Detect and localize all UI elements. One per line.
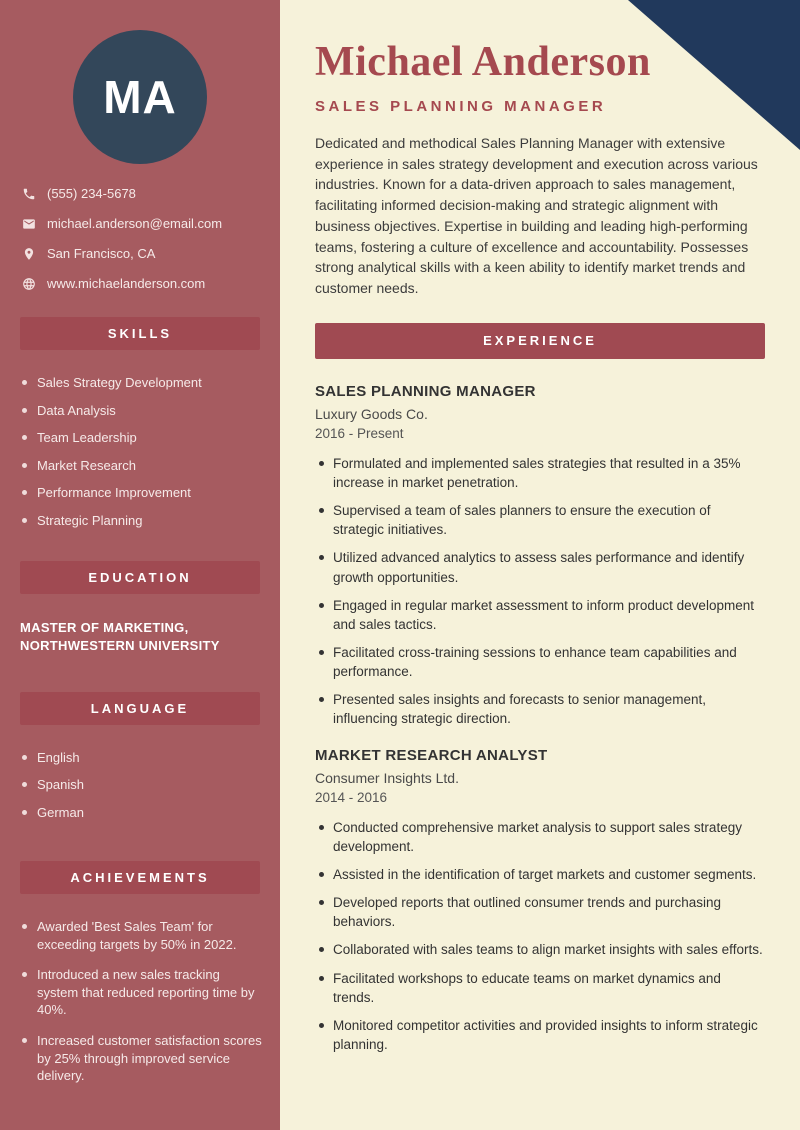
job-role: SALES PLANNING MANAGER xyxy=(315,382,536,400)
job-role: MARKET RESEARCH ANALYST xyxy=(315,746,548,764)
experience-section-title: EXPERIENCE xyxy=(315,323,765,359)
education-text: MASTER OF MARKETING, NORTHWESTERN UNIVERSITY xyxy=(20,620,220,654)
skill-item: Market Research xyxy=(22,457,262,475)
experience-bullet: Assisted in the identification of target markets and customer segments. xyxy=(315,865,765,884)
contact-list xyxy=(0,186,280,291)
experience-bullet: Collaborated with sales teams to align market insights with sales efforts. xyxy=(315,940,765,959)
experience-bullet: Supervised a team of sales planners to ensure the execution of strategic initiatives. xyxy=(315,501,765,539)
contact-website-value: www.michaelanderson.com xyxy=(47,276,206,291)
language-section-title: LANGUAGE xyxy=(20,692,260,725)
achievements-section-title: ACHIEVEMENTS xyxy=(20,861,260,894)
job-company: Consumer Insights Ltd. xyxy=(315,769,459,786)
contact-item-location xyxy=(22,246,262,261)
skill-item: Data Analysis xyxy=(22,402,262,420)
avatar-initials: MA xyxy=(103,71,177,123)
main-content xyxy=(280,0,800,1130)
sidebar xyxy=(0,0,280,1130)
avatar-wrap xyxy=(0,0,280,164)
achievement-item: Increased customer satisfaction scores by 25% through improved service delivery. xyxy=(22,1032,262,1085)
experience-bullet: Monitored competitor activities and provided insights to inform strategic planning. xyxy=(315,1016,765,1054)
avatar xyxy=(73,30,207,164)
job-dates: 2014 - 2016 xyxy=(315,789,388,805)
job-bullets xyxy=(315,818,765,1055)
skills-section-title: SKILLS xyxy=(20,317,260,350)
experience-bullet: Facilitated workshops to educate teams on market dynamics and trends. xyxy=(315,969,765,1007)
language-item: English xyxy=(22,749,262,767)
contact-phone-value: (555) 234-5678 xyxy=(47,186,136,201)
experience-bullet: Facilitated cross-training sessions to enhance team capabilities and performance. xyxy=(315,643,765,681)
contact-item-website xyxy=(22,276,262,291)
job-bullets xyxy=(315,454,765,729)
language-list xyxy=(0,749,280,822)
person-job-title: SALES PLANNING MANAGER xyxy=(315,98,607,115)
experience-bullet: Utilized advanced analytics to assess sales performance and identify growth opportunities. xyxy=(315,548,765,586)
experience-bullet: Formulated and implemented sales strategies that resulted in a 35% increase in market penetration. xyxy=(315,454,765,492)
language-item: Spanish xyxy=(22,776,262,794)
contact-location-value: San Francisco, CA xyxy=(47,246,156,261)
achievement-item: Awarded 'Best Sales Team' for exceeding targets by 50% in 2022. xyxy=(22,918,262,953)
education-section-title: EDUCATION xyxy=(20,561,260,594)
job-dates: 2016 - Present xyxy=(315,425,404,441)
job-entry xyxy=(315,747,765,1055)
profile-summary: Dedicated and methodical Sales Planning Manager with extensive experience in sales strategy development and execution across various industries. Known for a data-driven approach to sales management, facilitating informed decision-making and strategic alignment with business objectives. Expertise in building and leading high-performing teams, fostering a culture of excellence and accountability. Possesses strong analytical skills with a keen ability to identify market trends and customer needs. xyxy=(315,135,758,297)
phone-icon xyxy=(22,187,36,201)
contact-item-phone xyxy=(22,186,262,201)
contact-item-email xyxy=(22,216,262,231)
language-item: German xyxy=(22,804,262,822)
location-icon xyxy=(22,247,36,261)
experience-bullet: Conducted comprehensive market analysis to support sales strategy development. xyxy=(315,818,765,856)
person-name: Michael Anderson xyxy=(315,39,651,85)
experience-bullet: Developed reports that outlined consumer trends and purchasing behaviors. xyxy=(315,893,765,931)
email-icon xyxy=(22,217,36,231)
skill-item: Strategic Planning xyxy=(22,512,262,530)
skill-item: Performance Improvement xyxy=(22,484,262,502)
skill-item: Sales Strategy Development xyxy=(22,374,262,392)
contact-email-value: michael.anderson@email.com xyxy=(47,216,223,231)
job-company: Luxury Goods Co. xyxy=(315,405,428,422)
experience-bullet: Engaged in regular market assessment to inform product development and sales tactics. xyxy=(315,596,765,634)
achievement-item: Introduced a new sales tracking system that reduced reporting time by 40%. xyxy=(22,966,262,1019)
experience-bullet: Presented sales insights and forecasts to senior management, influencing strategic direction. xyxy=(315,690,765,728)
skills-list xyxy=(0,374,280,529)
job-entry xyxy=(315,383,765,729)
skill-item: Team Leadership xyxy=(22,429,262,447)
achievements-list xyxy=(0,918,280,1084)
globe-icon xyxy=(22,277,36,291)
